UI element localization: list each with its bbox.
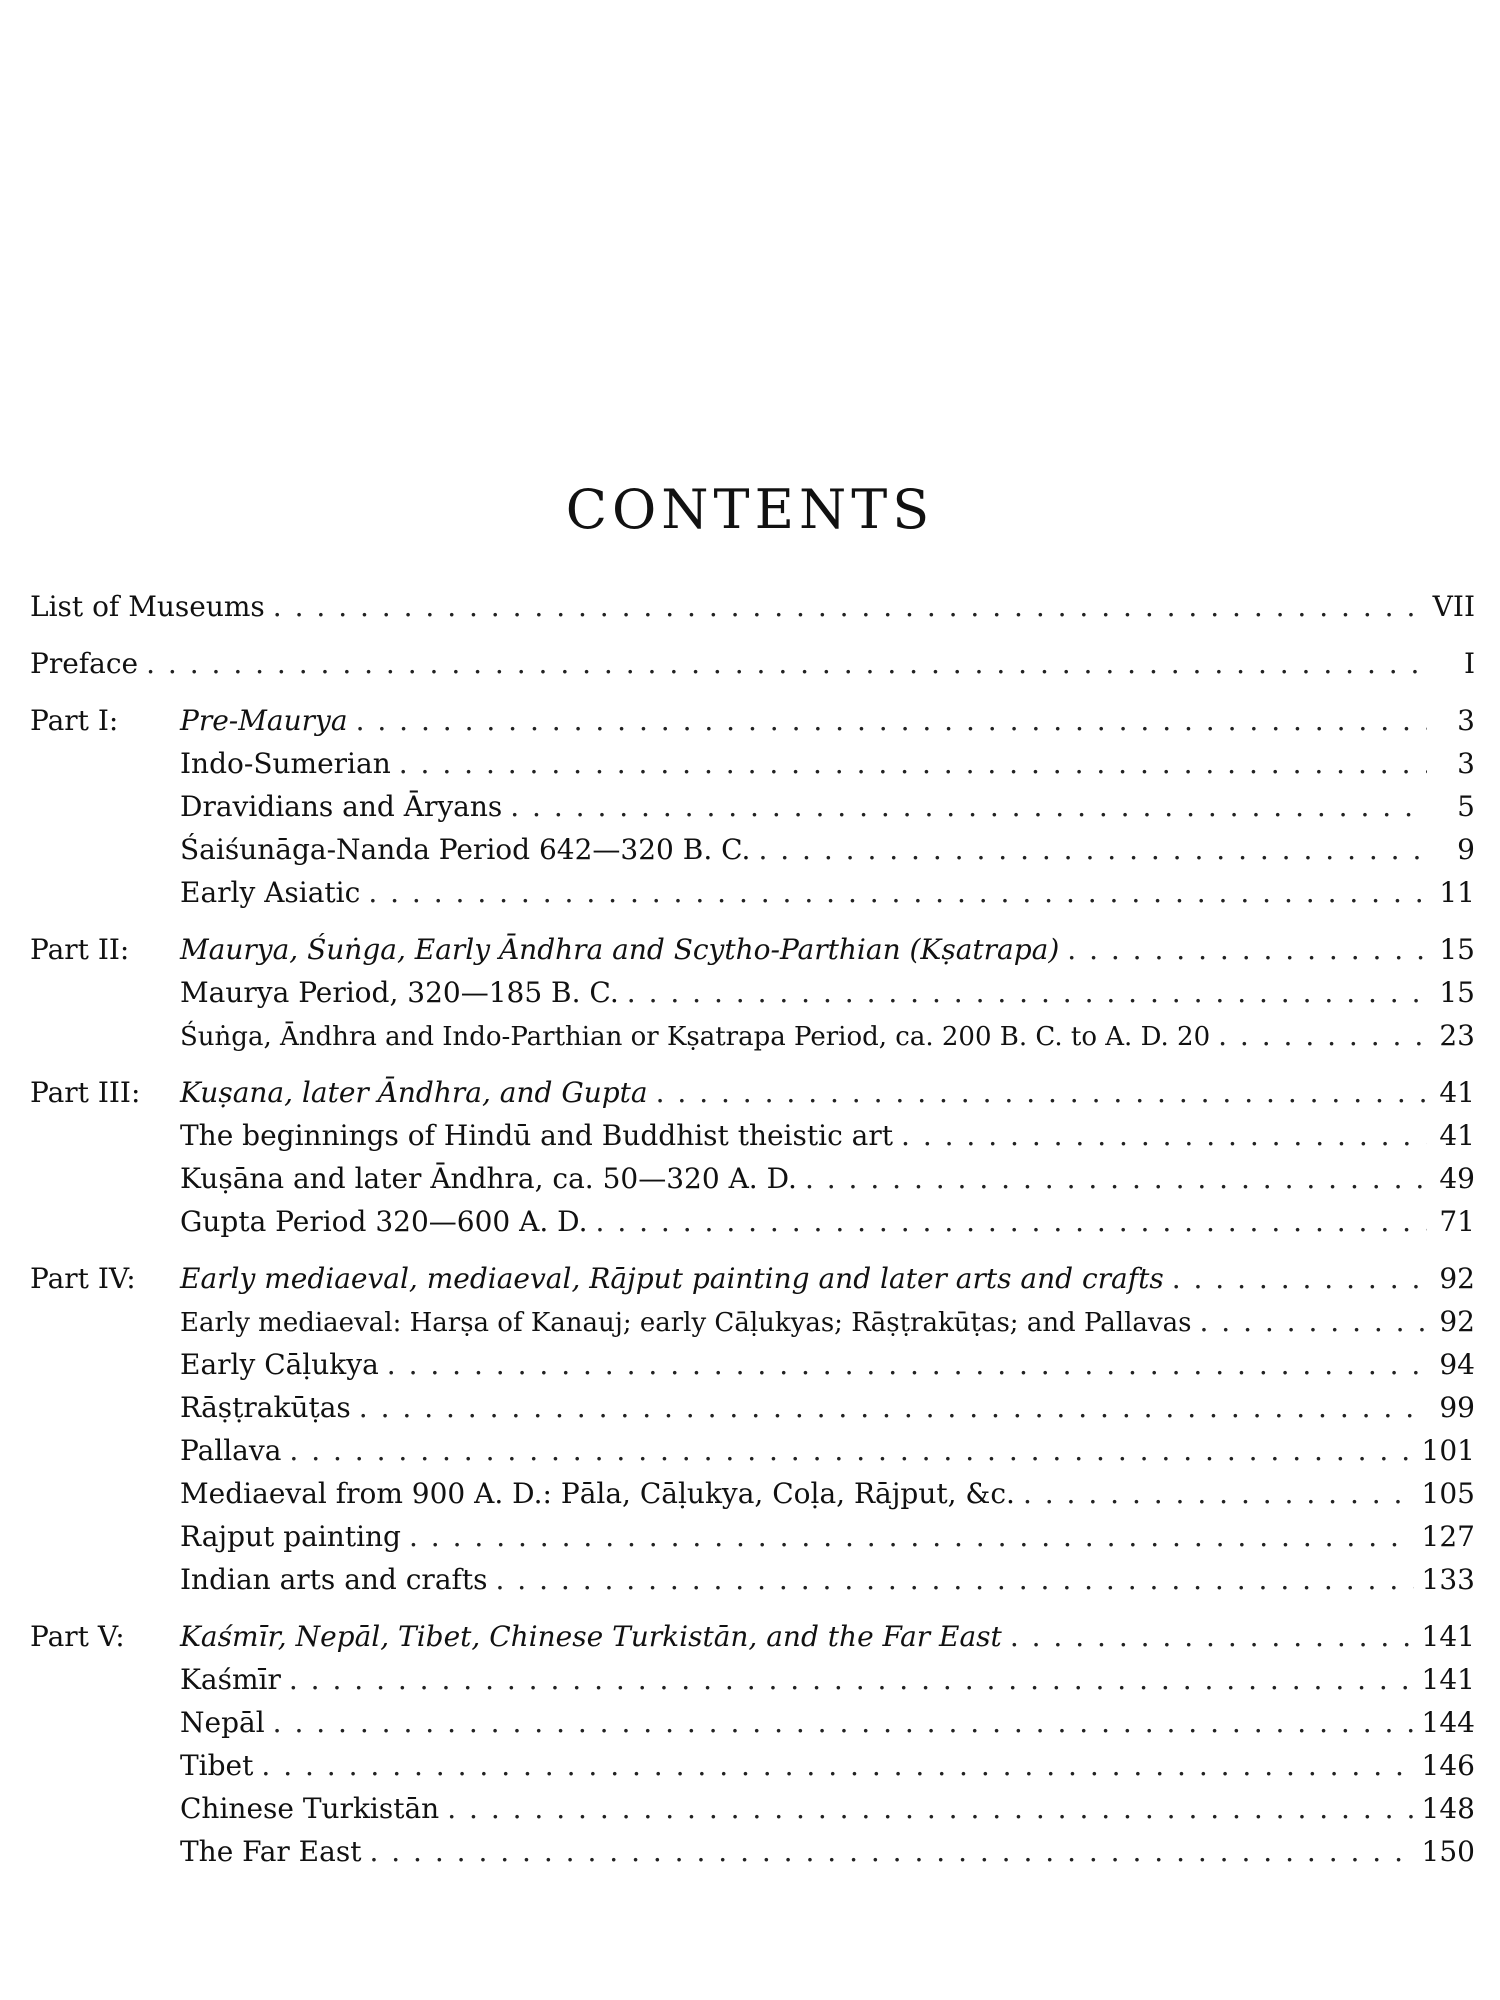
page-number: 23 [1439,1019,1475,1052]
page-number: 15 [1439,933,1475,966]
page-number: 144 [1421,1706,1475,1739]
chapter-entry [30,1787,1475,1830]
part-heading [30,1257,1475,1300]
dot-leader [356,699,1427,742]
page-number: 9 [1457,833,1475,866]
dot-leader [273,1701,1414,1744]
part-heading [30,928,1475,971]
chapter-title: Early Cāḷukya [180,1348,379,1381]
page-number: 101 [1421,1434,1475,1467]
part-label: Part IV: [30,1262,136,1295]
part-heading [30,699,1475,742]
chapter-entry [30,1558,1475,1601]
entry-title: List of Museums [30,590,265,623]
part-label: Part V: [30,1620,125,1653]
toc-part-5 [30,1615,1475,1873]
page-number: 148 [1421,1792,1475,1825]
chapter-entry [30,742,1475,785]
chapter-title: Pallava [180,1434,282,1467]
dot-leader [496,1558,1414,1601]
chapter-entry [30,1157,1475,1200]
page-number: 105 [1421,1477,1475,1510]
part-heading [30,1071,1475,1114]
part-title: Kuṣana, later Āndhra, and Gupta [180,1076,648,1109]
part-label: Part I: [30,704,119,737]
dot-leader [596,1200,1427,1243]
dot-leader [447,1787,1413,1830]
chapter-entry [30,1744,1475,1787]
dot-leader [289,1658,1414,1701]
page-number: 41 [1439,1119,1475,1152]
front-matter-list-museums [30,585,1475,628]
chapter-title: Rāṣṭrakūṭas [180,1391,351,1424]
page-number: 127 [1421,1520,1475,1553]
page-number: 92 [1439,1262,1475,1295]
page-number: I [1463,647,1475,680]
dot-leader [387,1343,1427,1386]
page-number: 133 [1421,1563,1475,1596]
entry-title: Preface [30,647,139,680]
chapter-entry [30,871,1475,914]
chapter-entry [30,1386,1475,1429]
chapter-entry [30,1200,1475,1243]
part-title: Kaśmīr, Nepāl, Tibet, Chinese Turkistān, and the Far East [180,1620,1002,1653]
part-heading [30,1615,1475,1658]
chapter-entry [30,828,1475,871]
page-number: 3 [1457,704,1475,737]
dot-leader [656,1071,1427,1114]
chapter-entry [30,785,1475,828]
chapter-entry [30,1114,1475,1157]
dot-leader [1199,1300,1427,1343]
chapter-title: The beginnings of Hindū and Buddhist theistic art [180,1119,894,1152]
toc-part-2 [30,928,1475,1057]
dot-leader [1172,1257,1427,1300]
dot-leader [1010,1615,1414,1658]
part-label: Part II: [30,933,130,966]
dot-leader [1023,1472,1414,1515]
chapter-title: Early Asiatic [180,876,361,909]
part-title: Early mediaeval, mediaeval, Rājput painting and later arts and crafts [180,1262,1164,1295]
front-matter-preface [30,642,1475,685]
part-title: Pre-Maurya [180,704,348,737]
page-number: 41 [1439,1076,1475,1109]
page-number: 141 [1421,1663,1475,1696]
dot-leader [805,1157,1427,1200]
chapter-title: Tibet [180,1749,254,1782]
chapter-entry [30,971,1475,1014]
page-number: VII [1432,590,1475,623]
toc-part-4 [30,1257,1475,1601]
chapter-title: Indian arts and crafts [180,1563,488,1596]
page-number: 3 [1457,747,1475,780]
chapter-entry [30,1830,1475,1873]
dot-leader [368,871,1427,914]
dot-leader [289,1429,1413,1472]
dot-leader [369,1830,1413,1873]
dot-leader [409,1515,1414,1558]
chapter-entry [30,1343,1475,1386]
toc-entry [30,585,1475,628]
dot-leader [510,785,1427,828]
chapter-entry [30,1429,1475,1472]
chapter-title: The Far East [180,1835,362,1868]
dot-leader [146,642,1427,685]
chapter-title: Early mediaeval: Harṣa of Kanauj; early Cāḷukyas; Rāṣṭrakūṭas; and Pallavas [180,1308,1192,1338]
chapter-title: Chinese Turkistān [180,1792,440,1825]
page-number: 92 [1439,1305,1475,1338]
page-title: CONTENTS [565,478,935,541]
chapter-title: Dravidians and Āryans [180,790,503,823]
chapter-title: Kuṣāna and later Āndhra, ca. 50—320 A. D. [180,1162,797,1195]
dot-leader [901,1114,1427,1157]
table-of-contents [30,585,1475,1887]
dot-leader [627,971,1427,1014]
dot-leader [1218,1014,1427,1057]
page-number: 146 [1421,1749,1475,1782]
chapter-title: Maurya Period, 320—185 B. C. [180,976,619,1009]
chapter-title: Nepāl [180,1706,265,1739]
part-label: Part III: [30,1076,141,1109]
page-number: 5 [1457,790,1475,823]
chapter-entry [30,1701,1475,1744]
page-number: 71 [1439,1205,1475,1238]
page-number: 11 [1439,876,1475,909]
toc-part-1 [30,699,1475,914]
dot-leader [399,742,1427,785]
chapter-title: Indo-Sumerian [180,747,391,780]
chapter-entry [30,1014,1475,1057]
chapter-title: Rajput painting [180,1520,401,1553]
page-number: 99 [1439,1391,1475,1424]
chapter-entry [30,1472,1475,1515]
page-number: 94 [1439,1348,1475,1381]
dot-leader [758,828,1427,871]
dot-leader [273,585,1425,628]
chapter-entry [30,1300,1475,1343]
page-number: 49 [1439,1162,1475,1195]
page-number: 141 [1421,1620,1475,1653]
page-number: 15 [1439,976,1475,1009]
dot-leader [261,1744,1413,1787]
toc-entry [30,642,1475,685]
toc-part-3 [30,1071,1475,1243]
dot-leader [1067,928,1427,971]
chapter-entry [30,1515,1475,1558]
chapter-title: Gupta Period 320—600 A. D. [180,1205,588,1238]
chapter-title: Mediaeval from 900 A. D.: Pāla, Cāḷukya, Coḷa, Rājput, &c. [180,1477,1015,1510]
dot-leader [359,1386,1427,1429]
chapter-title: Śaiśunāga-Nanda Period 642—320 B. C. [180,833,751,866]
page-number: 150 [1421,1835,1475,1868]
chapter-title: Śuṅga, Āndhra and Indo-Parthian or Kṣatrapa Period, ca. 200 B. C. to A. D. 20 [180,1022,1211,1052]
chapter-title: Kaśmīr [180,1663,281,1696]
part-title: Maurya, Śuṅga, Early Āndhra and Scytho-Parthian (Kṣatrapa) [180,933,1060,966]
chapter-entry [30,1658,1475,1701]
